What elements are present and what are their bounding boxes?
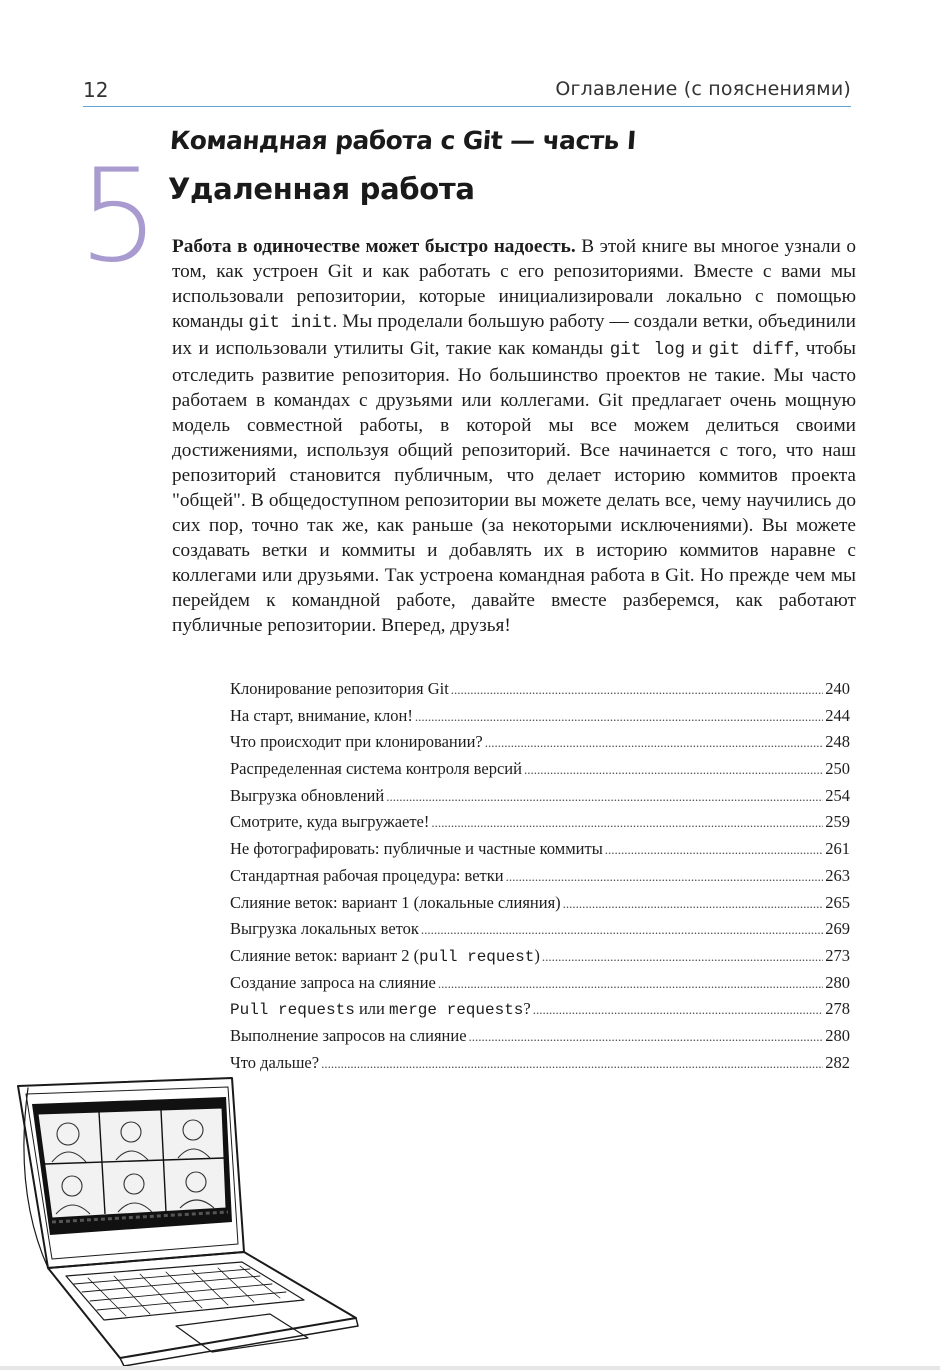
toc-page: 261 — [825, 839, 850, 859]
toc-leader — [506, 864, 824, 891]
toc-leader — [415, 704, 823, 731]
code-git-init: git init — [248, 313, 333, 333]
toc-title: Что дальше? — [230, 1052, 320, 1072]
toc-title-text: ) — [534, 945, 540, 965]
toc-entry[interactable] — [230, 916, 850, 943]
toc-page: 280 — [825, 1025, 850, 1045]
toc-leader — [542, 944, 823, 971]
toc-leader — [533, 997, 824, 1024]
intro-text: , чтобы отследить развитие репозитория. Но большинство проектов не такие. Мы часто работаем в командах с друзьями или коллегами. Git предлагает очень мощную модель совместной работы, в которой мы все можем делиться своими достижениями, используя общий репозиторий. Все начинается с того, что наш репозиторий становится публичным, что делает историю коммитов проекта "общей". В общедоступном репозитории вы можете делать все, чему научились до сих пор, точно так же, как раньше (за некоторыми исключениями). Вы можете создавать ветки и коммиты и добавлять их в историю коммитов наравне с коллегами или друзьями. Так устроена командная работа в Git. Но прежде чем мы перейдем к командной работе, давайте вместе разберемся, как работают публичные репозитории. Вперед, друзья! — [172, 338, 857, 636]
toc-title: На старт, внимание, клон! — [230, 705, 413, 725]
toc-entry[interactable] — [230, 1023, 850, 1050]
toc-entry[interactable] — [230, 863, 850, 890]
toc-page: 254 — [825, 785, 850, 805]
toc-page: 248 — [825, 732, 850, 752]
toc-leader — [563, 891, 824, 918]
toc-entry[interactable] — [230, 890, 850, 917]
toc-entry[interactable] — [230, 729, 850, 756]
intro-text: и — [685, 338, 709, 359]
toc-leader — [321, 1051, 823, 1078]
toc-page: 244 — [825, 705, 850, 725]
toc-page: 278 — [825, 999, 850, 1019]
toc-page: 265 — [825, 892, 850, 912]
table-of-contents — [230, 676, 850, 1076]
toc-entry[interactable] — [230, 756, 850, 783]
toc-leader — [469, 1024, 824, 1051]
toc-title-text: ? — [523, 999, 531, 1019]
intro-text: . Мы проделали большую работу — создали ветки, объединили их и использовали утилиты Git, такие как команды — [172, 311, 856, 359]
toc-entry[interactable] — [230, 809, 850, 836]
toc-title-code: pull request — [419, 947, 535, 966]
toc-page: 273 — [825, 945, 850, 965]
toc-entry[interactable] — [230, 996, 850, 1023]
toc-title: Смотрите, куда выгружаете! — [230, 812, 430, 832]
running-head — [83, 76, 851, 107]
toc-title-code: Pull requests — [230, 1001, 355, 1020]
toc-title: Что происходит при клонировании? — [230, 732, 483, 752]
toc-leader — [524, 757, 823, 784]
running-title: Оглавление (с пояснениями) — [555, 78, 851, 100]
chapter-kicker: Командная работа с Git — часть I — [168, 126, 637, 155]
chapter-title: Удаленная работа — [168, 172, 475, 206]
toc-title: Распределенная система контроля версий — [230, 759, 522, 779]
toc-entry[interactable] — [230, 783, 850, 810]
toc-page: 250 — [825, 759, 850, 779]
toc-page: 259 — [825, 812, 850, 832]
toc-title: Выполнение запросов на слияние — [230, 1025, 467, 1045]
toc-page: 263 — [825, 865, 850, 885]
toc-entry[interactable] — [230, 943, 850, 970]
toc-title: Создание запроса на слияние — [230, 972, 436, 992]
toc-leader — [386, 784, 823, 811]
toc-leader — [451, 677, 823, 704]
toc-title — [230, 996, 531, 1024]
toc-entry[interactable] — [230, 970, 850, 997]
toc-page: 280 — [825, 972, 850, 992]
page-bottom-edge — [0, 1366, 940, 1370]
toc-page: 240 — [825, 679, 850, 698]
toc-title: Выгрузка обновлений — [230, 785, 385, 805]
intro-paragraph — [172, 234, 856, 638]
toc-entry[interactable] — [230, 836, 850, 863]
laptop-video-call-icon — [8, 1072, 364, 1368]
code-git-log: git log — [609, 340, 685, 360]
toc-title: Выгрузка локальных веток — [230, 919, 419, 939]
page-number: 12 — [83, 78, 109, 102]
toc-entry[interactable] — [230, 676, 850, 703]
toc-title-text: или — [354, 999, 389, 1019]
toc-leader — [438, 971, 823, 998]
toc-leader — [485, 730, 824, 757]
toc-leader — [605, 837, 823, 864]
intro-text: В этой книге вы многое узнали о том, как устроен Git и как работать с его репозиториями. Вместе с вами мы использовали репозитории, которые инициализировали локально с помощью команды — [172, 236, 856, 332]
toc-entry[interactable] — [230, 703, 850, 730]
toc-leader — [431, 810, 823, 837]
toc-title-text: Слияние веток: вариант 2 ( — [230, 945, 420, 965]
code-git-diff: git diff — [708, 340, 795, 360]
toc-page: 269 — [825, 919, 850, 939]
toc-title: Слияние веток: вариант 1 (локальные слияния) — [230, 892, 561, 912]
toc-leader — [421, 917, 823, 944]
chapter-number: 5 — [78, 142, 160, 291]
toc-title: Клонирование репозитория Git — [230, 679, 449, 698]
toc-title: Стандартная рабочая процедура: ветки — [230, 865, 504, 885]
toc-title — [230, 943, 540, 971]
toc-page: 282 — [825, 1052, 850, 1072]
intro-lead: Работа в одиночестве может быстро надоесть. — [172, 236, 576, 257]
toc-title-code: merge requests — [388, 1001, 524, 1020]
toc-title: Не фотографировать: публичные и частные коммиты — [230, 839, 603, 859]
